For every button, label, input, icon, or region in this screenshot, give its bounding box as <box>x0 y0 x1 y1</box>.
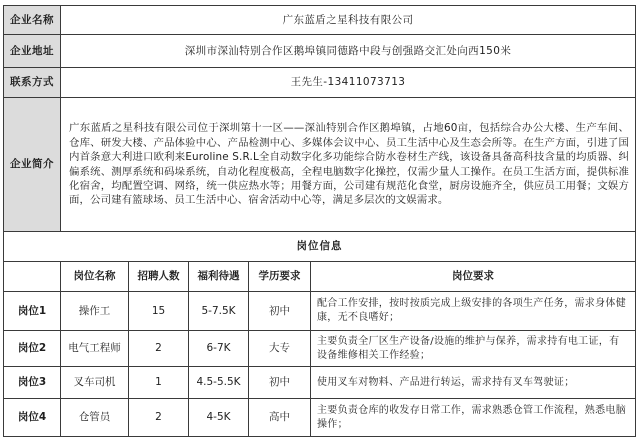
table-row <box>4 399 636 437</box>
job-name: 仓管员 <box>61 399 129 437</box>
job-education: 高中 <box>249 399 311 437</box>
job-benefit: 5-7.5K <box>189 292 249 331</box>
contact-value: 王先生-13411073713 <box>61 68 636 98</box>
job-benefit: 4.5-5.5K <box>189 367 249 399</box>
company-intro-row <box>4 98 636 232</box>
job-requirement: 配合工作安排，按时按质完成上级安排的各项生产任务，需求身体健康，无不良嗜好； <box>311 292 636 331</box>
job-label: 岗位1 <box>4 292 61 331</box>
job-education: 初中 <box>249 292 311 331</box>
company-address-row <box>4 35 636 68</box>
table-row <box>4 292 636 331</box>
job-education: 初中 <box>249 367 311 399</box>
job-count: 2 <box>129 331 189 367</box>
table-row <box>4 367 636 399</box>
job-label: 岗位3 <box>4 367 61 399</box>
job-requirement: 使用叉车对物料、产品进行转运，需求持有叉车驾驶证； <box>311 367 636 399</box>
job-requirement: 主要负责全厂区生产设备/设施的维护与保养，需求持有电工证，有设备维修相关工作经验； <box>311 331 636 367</box>
job-count: 15 <box>129 292 189 331</box>
company-address-label: 企业地址 <box>4 35 61 68</box>
header-blank-cell <box>4 262 61 292</box>
contact-row <box>4 68 636 98</box>
jobs-section-row <box>4 232 636 262</box>
job-posting-table <box>3 5 636 437</box>
jobs-section-title: 岗位信息 <box>4 232 636 262</box>
job-count: 1 <box>129 367 189 399</box>
header-requirements: 岗位要求 <box>311 262 636 292</box>
header-education: 学历要求 <box>249 262 311 292</box>
contact-label: 联系方式 <box>4 68 61 98</box>
job-label: 岗位2 <box>4 331 61 367</box>
company-name-row <box>4 6 636 35</box>
job-benefit: 4-5K <box>189 399 249 437</box>
header-hiring-count: 招聘人数 <box>129 262 189 292</box>
company-name-value: 广东蓝盾之星科技有限公司 <box>61 6 636 35</box>
company-name-label: 企业名称 <box>4 6 61 35</box>
header-benefits: 福利待遇 <box>189 262 249 292</box>
job-count: 2 <box>129 399 189 437</box>
job-requirement: 主要负责仓库的收发存日常工作，需求熟悉仓管工作流程，熟悉电脑操作； <box>311 399 636 437</box>
job-name: 操作工 <box>61 292 129 331</box>
company-intro-label: 企业简介 <box>4 98 61 232</box>
job-label: 岗位4 <box>4 399 61 437</box>
table-row <box>4 331 636 367</box>
job-education: 大专 <box>249 331 311 367</box>
company-address-value: 深圳市深汕特别合作区鹅埠镇同德路中段与创强路交汇处向西150米 <box>61 35 636 68</box>
company-intro-text: 广东蓝盾之星科技有限公司位于深圳第十一区——深汕特别合作区鹅埠镇，占地60亩，包括综合办公大楼、生产车间、仓库、研发大楼、产品体验中心、产品检测中心、多媒体会议中心、员工生活中心及生态会所等。在生产方面，引进了国内首条意大利进口欧利来Euroline S.R.L全自动数字化多功能综合防水卷材生产线，该设备具备高科技含量的均质器、纠偏系统、测厚系统和码垛系统，自动化程度极高，全程电脑数字化操控，仅需少量人工操作。在员工生活方面，提供标准化宿舍，均配置空调、网络，统一供应热水等；用餐方面，公司建有规范化食堂，厨房设施齐全，供应员工用餐；文娱方面，公司建有篮球场、员工生活中心、宿舍活动中心等，满足多层次的文娱需求。 <box>61 98 636 232</box>
job-benefit: 6-7K <box>189 331 249 367</box>
job-name: 叉车司机 <box>61 367 129 399</box>
jobs-header-row <box>4 262 636 292</box>
header-job-name: 岗位名称 <box>61 262 129 292</box>
job-name: 电气工程师 <box>61 331 129 367</box>
